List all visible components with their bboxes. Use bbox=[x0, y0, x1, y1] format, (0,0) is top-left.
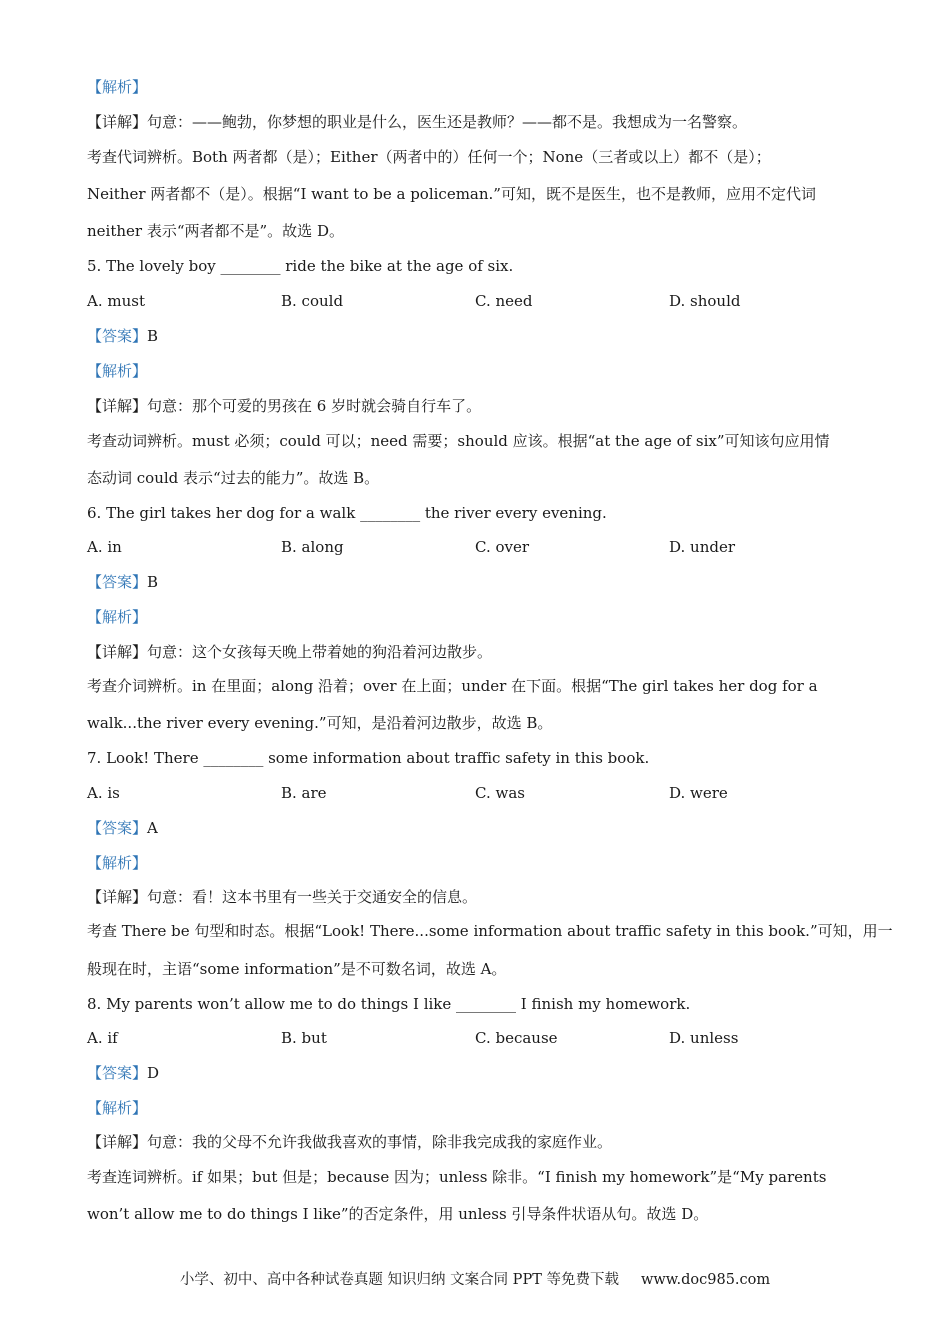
detail-text: 句意：这个女孩每天晚上带着她的狗沿着河边散步。 bbox=[147, 643, 493, 661]
footer-url[interactable]: www.doc985.com bbox=[640, 1272, 771, 1288]
q6-option-b: B. along bbox=[281, 538, 344, 556]
analysis-tag: 【解析】 bbox=[87, 1099, 148, 1117]
q5-explain-line-2: 态动词 could 表示“过去的能力”。故选 B。 bbox=[87, 469, 380, 487]
q8-options bbox=[87, 1028, 863, 1048]
detail-tag: 【详解】 bbox=[87, 1133, 148, 1151]
q8-explain-line-1: 考查连词辨析。if 如果；but 但是；because 因为；unless 除非。“I finish my homework”是“My parents bbox=[87, 1168, 827, 1186]
answer-tag: 【答案】 bbox=[87, 327, 148, 345]
q5-option-b: B. could bbox=[281, 292, 344, 310]
q6-answer bbox=[87, 572, 158, 592]
q4-explain-line-2: Neither 两者都不（是）。根据“I want to be a policeman.”可知，既不是医生，也不是教师，应用不定代词 bbox=[87, 185, 816, 203]
q7-explain-line-1: 考查 There be 句型和时态。根据“Look! There...some information about traffic safety in this book.”可知，用一 bbox=[87, 922, 893, 940]
detail-tag: 【详解】 bbox=[87, 888, 148, 906]
q7-answer bbox=[87, 818, 158, 838]
q8-explain-line-2: won’t allow me to do things I like”的否定条件，用 unless 引导条件状语从句。故选 D。 bbox=[87, 1205, 709, 1223]
q4-analysis-heading bbox=[87, 77, 147, 97]
q8-option-d: D. unless bbox=[669, 1029, 739, 1047]
q7-option-b: B. are bbox=[281, 784, 327, 802]
q6-explain-line-2: walk...the river every evening.”可知，是沿着河边散步，故选 B。 bbox=[87, 714, 553, 732]
analysis-tag: 【解析】 bbox=[87, 608, 148, 626]
q4-explain-line-1: 考查代词辨析。Both 两者都（是）；Either（两者中的）任何一个；None（三者或以上）都不（是）； bbox=[87, 148, 771, 166]
detail-text: 句意：那个可爱的男孩在 6 岁时就会骑自行车了。 bbox=[147, 397, 482, 415]
q5-detail bbox=[87, 396, 481, 416]
q5-question: 5. The lovely boy ________ ride the bike at the age of six. bbox=[87, 257, 514, 275]
detail-text: 句意：——鲍勃，你梦想的职业是什么，医生还是教师？——都不是。我想成为一名警察。 bbox=[147, 113, 748, 131]
answer-tag: 【答案】 bbox=[87, 1064, 148, 1082]
q7-options bbox=[87, 783, 863, 803]
q8-detail bbox=[87, 1132, 612, 1152]
detail-tag: 【详解】 bbox=[87, 643, 148, 661]
q6-options bbox=[87, 537, 863, 557]
answer-tag: 【答案】 bbox=[87, 819, 148, 837]
answer-value: B bbox=[147, 327, 159, 345]
analysis-tag: 【解析】 bbox=[87, 78, 148, 96]
q5-explain-line-1: 考查动词辨析。must 必须；could 可以；need 需要；should 应该。根据“at the age of six”可知该句应用情 bbox=[87, 432, 830, 450]
q8-option-c: C. because bbox=[475, 1029, 558, 1047]
q5-answer bbox=[87, 326, 158, 346]
q8-question: 8. My parents won’t allow me to do things I like ________ I finish my homework. bbox=[87, 995, 691, 1013]
q7-detail bbox=[87, 887, 477, 907]
q7-option-d: D. were bbox=[669, 784, 728, 802]
q5-option-a: A. must bbox=[87, 292, 145, 310]
detail-tag: 【详解】 bbox=[87, 397, 148, 415]
q6-detail bbox=[87, 642, 492, 662]
q6-option-a: A. in bbox=[87, 538, 122, 556]
q6-option-d: D. under bbox=[669, 538, 735, 556]
q5-options bbox=[87, 291, 863, 311]
answer-value: D bbox=[147, 1064, 160, 1082]
q4-explain-line-3: neither 表示“两者都不是”。故选 D。 bbox=[87, 222, 344, 240]
answer-value: A bbox=[147, 819, 158, 837]
q7-option-a: A. is bbox=[87, 784, 120, 802]
q6-question: 6. The girl takes her dog for a walk ________ the river every evening. bbox=[87, 504, 607, 522]
detail-text: 句意：看！这本书里有一些关于交通安全的信息。 bbox=[147, 888, 478, 906]
q8-option-a: A. if bbox=[87, 1029, 118, 1047]
q5-analysis-heading bbox=[87, 361, 147, 381]
q7-explain-line-2: 般现在时，主语“some information”是不可数名词，故选 A。 bbox=[87, 960, 507, 978]
q6-option-c: C. over bbox=[475, 538, 530, 556]
detail-text: 句意：我的父母不允许我做我喜欢的事情，除非我完成我的家庭作业。 bbox=[147, 1133, 613, 1151]
q7-question: 7. Look! There ________ some information about traffic safety in this book. bbox=[87, 749, 650, 767]
q7-option-c: C. was bbox=[475, 784, 525, 802]
q5-option-c: C. need bbox=[475, 292, 533, 310]
analysis-tag: 【解析】 bbox=[87, 854, 148, 872]
q4-detail bbox=[87, 112, 747, 132]
answer-value: B bbox=[147, 573, 159, 591]
page-footer bbox=[0, 1268, 950, 1289]
q8-analysis-heading bbox=[87, 1098, 147, 1118]
detail-tag: 【详解】 bbox=[87, 113, 148, 131]
analysis-tag: 【解析】 bbox=[87, 362, 148, 380]
q5-option-d: D. should bbox=[669, 292, 741, 310]
q8-option-b: B. but bbox=[281, 1029, 327, 1047]
q6-analysis-heading bbox=[87, 607, 147, 627]
answer-tag: 【答案】 bbox=[87, 573, 148, 591]
q7-analysis-heading bbox=[87, 853, 147, 873]
footer-text: 小学、初中、高中各种试卷真题 知识归纳 文案合同 PPT 等免费下载 bbox=[179, 1272, 619, 1288]
q6-explain-line-1: 考查介词辨析。in 在里面；along 沿着；over 在上面；under 在下面。根据“The girl takes her dog for a bbox=[87, 677, 818, 695]
q8-answer bbox=[87, 1063, 159, 1083]
